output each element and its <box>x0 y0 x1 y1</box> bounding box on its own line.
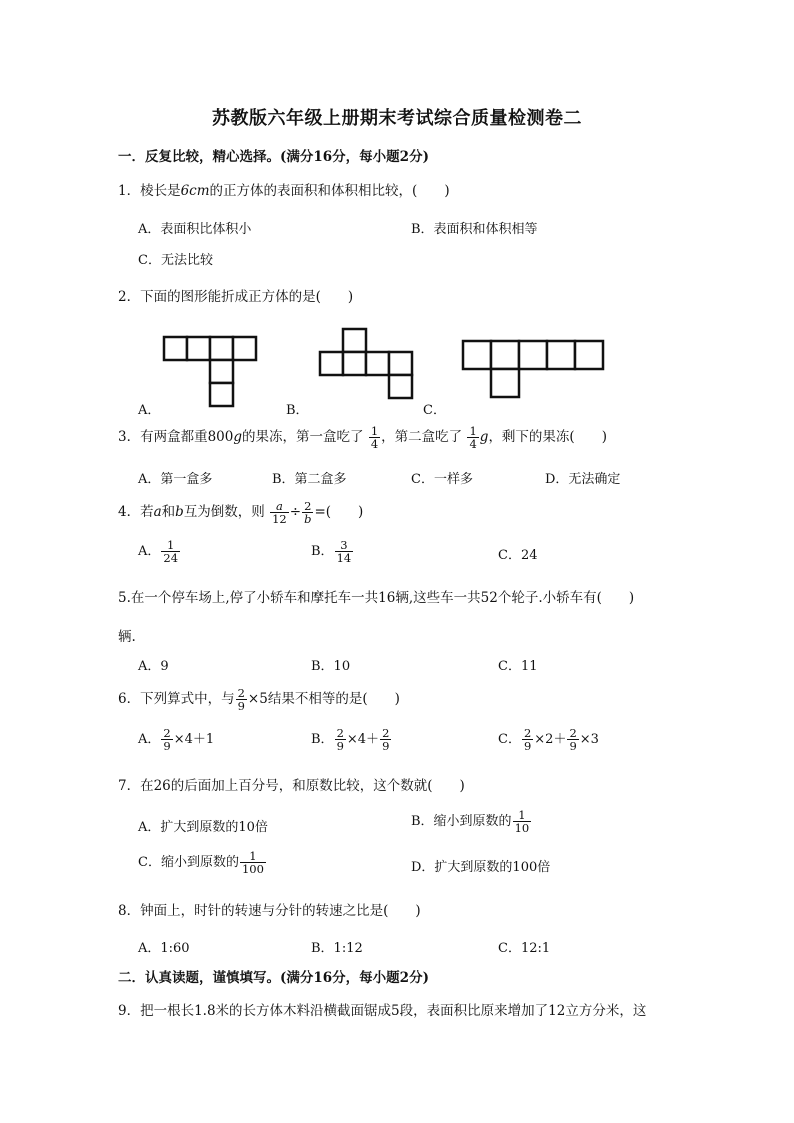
question-4: 4．若a和b互为倒数，则 $\frac{a}{12}$ ÷ $\frac{2}{b}$ =( ) <box>118 498 364 526</box>
q7-option-d[interactable]: D．扩大到原数的100倍 <box>411 860 551 875</box>
q8-option-b[interactable]: B．1:12 <box>311 941 363 956</box>
q8-option-a[interactable]: A．1:60 <box>138 941 190 956</box>
section-2-heading: 二．认真读题，谨慎填写。(满分16分，每小题2分) <box>118 970 429 986</box>
q7-option-b[interactable]: B．缩小到原数的 $\frac{1}{10}$ <box>411 807 530 835</box>
cube-net-a <box>150 325 270 410</box>
q4-option-b[interactable]: B． $\frac{3}{14}$ <box>311 537 352 565</box>
q2-option-b[interactable]: B． <box>286 403 309 418</box>
q2-option-a[interactable]: A． <box>138 403 161 418</box>
fraction: $\frac{1}{4}$ <box>469 423 477 451</box>
q6-option-b[interactable]: B． $\frac{2}{9}$ ×4＋ $\frac{2}{9}$ <box>311 725 390 753</box>
question-5-line-2: 辆. <box>118 629 136 645</box>
question-9: 9．把一根长1.8米的长方体木料沿横截面锯成5段，表面积比原来增加了12立方分米，这 <box>118 1003 647 1019</box>
cube-net-b <box>305 318 435 413</box>
q1-option-a[interactable]: A．表面积比体积小 <box>138 222 252 237</box>
section-1-heading: 一．反复比较，精心选择。(满分16分，每小题2分) <box>118 149 429 165</box>
page-title: 苏教版六年级上册期末考试综合质量检测卷二 <box>212 108 582 129</box>
q3-option-c[interactable]: C．一样多 <box>411 472 473 487</box>
q5-option-a[interactable]: A．9 <box>138 659 169 674</box>
q5-option-c[interactable]: C．11 <box>498 659 538 674</box>
question-7: 7．在26的后面加上百分号，和原数比较，这个数就( ) <box>118 778 465 794</box>
fraction: $\frac{1}{4}$ <box>370 423 379 451</box>
question-6: 6．下列算式中，与 $\frac{2}{9}$ ×5结果不相等的是( ) <box>118 685 400 713</box>
q2-option-c[interactable]: C． <box>423 403 446 418</box>
fraction: $\frac{2}{b}$ <box>304 498 312 526</box>
q4-option-c[interactable]: C．24 <box>498 548 538 563</box>
q1-option-c[interactable]: C．无法比较 <box>138 253 213 268</box>
q3-option-d[interactable]: D．无法确定 <box>545 472 621 487</box>
q5-option-b[interactable]: B．10 <box>311 659 351 674</box>
question-5-line-1: 5.在一个停车场上,停了小轿车和摩托车一共16辆,这些车一共52个轮子.小轿车有( ) <box>118 590 635 606</box>
q3-option-a[interactable]: A．第一盒多 <box>138 472 213 487</box>
question-8: 8．钟面上，时针的转速与分针的转速之比是( ) <box>118 903 421 919</box>
q7-option-c[interactable]: C．缩小到原数的 $\frac{1}{100}$ <box>138 848 264 876</box>
q7-option-a[interactable]: A．扩大到原数的10倍 <box>138 820 268 835</box>
fraction: $\frac{a}{12}$ <box>272 498 287 526</box>
q1-option-b[interactable]: B．表面积和体积相等 <box>411 222 538 237</box>
question-3: 3．有两盒都重800g的果冻，第一盒吃了 $\frac{1}{4}$ ，第二盒吃了 $\frac{1}{4}$ g，剩下的果冻( ) <box>118 423 607 451</box>
q4-option-a[interactable]: A． $\frac{1}{24}$ <box>138 537 179 565</box>
question-2: 2．下面的图形能折成正方体的是( ) <box>118 289 354 305</box>
q6-option-a[interactable]: A． $\frac{2}{9}$ ×4＋1 <box>138 725 215 753</box>
cube-net-c <box>450 330 615 410</box>
q3-option-b[interactable]: B．第二盒多 <box>272 472 347 487</box>
question-1: 1．棱长是6cm的正方体的表面积和体积相比较，( ) <box>118 183 450 199</box>
q8-option-c[interactable]: C．12:1 <box>498 941 551 956</box>
q6-option-c[interactable]: C． $\frac{2}{9}$ ×2＋ $\frac{2}{9}$ ×3 <box>498 725 599 753</box>
